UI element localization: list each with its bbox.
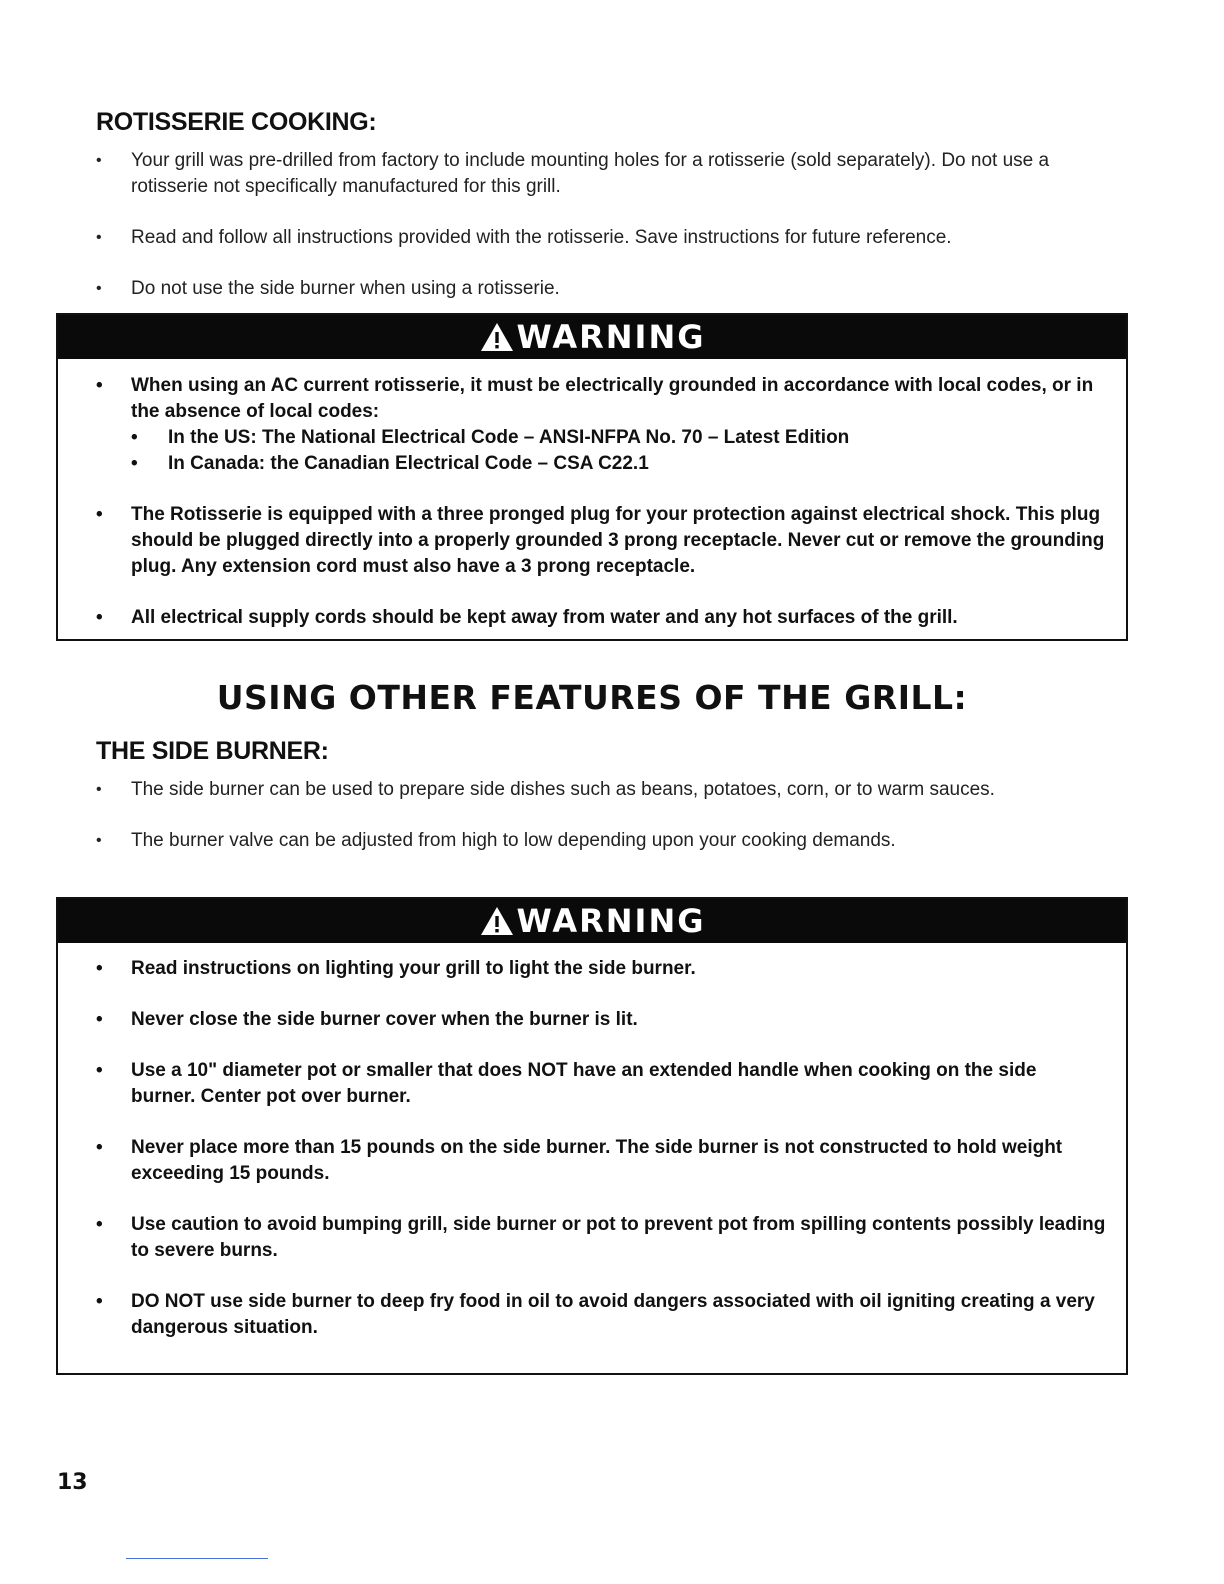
warning-banner bbox=[58, 899, 1126, 943]
bullet-dot: • bbox=[96, 229, 102, 246]
bullet-dot: • bbox=[96, 1137, 103, 1158]
bullet-dot: • bbox=[131, 427, 138, 448]
sub-list-item: • In the US: The National Electrical Code – ANSI-NFPA No. 70 – Latest Edition bbox=[131, 425, 1106, 451]
list-item: • Never place more than 15 pounds on the side burner. The side burner is not constructed to hold weight exceeding 15 pounds. bbox=[96, 1137, 1063, 1184]
bullet-dot: • bbox=[131, 453, 138, 474]
side-burner-bullets bbox=[96, 777, 1086, 854]
warning-title: WARNING bbox=[516, 318, 706, 356]
list-item: • The burner valve can be adjusted from high to low depending upon your cooking demands. bbox=[96, 828, 1086, 854]
list-item: • Read instructions on lighting your grill to light the side burner. bbox=[96, 956, 1106, 982]
bullet-dot: • bbox=[96, 280, 102, 297]
list-item: • All electrical supply cords should be kept away from water and any hot surfaces of the grill. bbox=[96, 605, 1106, 631]
list-item: • DO NOT use side burner to deep fry food in oil to avoid dangers associated with oil igniting creating a very dangerous situation. bbox=[96, 1291, 1095, 1338]
list-item: • Never close the side burner cover when the burner is lit. bbox=[96, 1007, 1106, 1033]
warning-title: WARNING bbox=[516, 902, 706, 940]
bullet-dot: • bbox=[96, 781, 102, 798]
list-item: • Use a 10" diameter pot or smaller that does NOT have an extended handle when cooking on the side burner. Center pot over burner. bbox=[96, 1060, 1037, 1107]
bullet-dot: • bbox=[96, 958, 103, 979]
bullet-dot: • bbox=[96, 1291, 103, 1312]
side-burner-heading: THE SIDE BURNER: bbox=[96, 737, 329, 765]
sub-list bbox=[131, 425, 1106, 477]
page-number: 13 bbox=[57, 1470, 88, 1495]
list-item: • Your grill was pre-drilled from factory to include mounting holes for a rotisserie (sold separately). Do not use a rotisserie not specifically manufactured for this grill. bbox=[96, 150, 1050, 197]
list-item: • When using an AC current rotisserie, it must be electrically grounded in accordance with local codes, or in the absence of local codes: • In the US: The National Electrical Code – ANSI-NFPA No. 70 – Latest Edition • In Canada: the Canadian Electrical Code – CSA C22.1 bbox=[96, 373, 1106, 477]
bullet-dot: • bbox=[96, 607, 103, 628]
warning-box-rotisserie bbox=[56, 313, 1128, 641]
warning-list bbox=[58, 359, 1126, 631]
bullet-dot: • bbox=[96, 1214, 103, 1235]
warning-list bbox=[58, 943, 1126, 1341]
bullet-dot: • bbox=[96, 375, 103, 396]
list-item: • Read and follow all instructions provided with the rotisserie. Save instructions for future reference. bbox=[96, 225, 1086, 251]
warning-box-side-burner bbox=[56, 897, 1128, 1375]
list-item: • Use caution to avoid bumping grill, side burner or pot to prevent pot from spilling contents possibly leading to severe burns. bbox=[96, 1214, 1106, 1261]
bullet-dot: • bbox=[96, 1060, 103, 1081]
footer-rule bbox=[126, 1558, 268, 1559]
warning-triangle-icon bbox=[479, 905, 515, 937]
warning-banner bbox=[58, 315, 1126, 359]
bullet-dot: • bbox=[96, 832, 102, 849]
features-heading: USING OTHER FEATURES OF THE GRILL: bbox=[216, 678, 968, 717]
bullet-dot: • bbox=[96, 1009, 103, 1030]
rotisserie-bullets bbox=[96, 148, 1086, 302]
sub-list-item: • In Canada: the Canadian Electrical Code – CSA C22.1 bbox=[131, 451, 1106, 477]
rotisserie-heading: ROTISSERIE COOKING: bbox=[96, 108, 377, 136]
warning-triangle-icon bbox=[479, 321, 515, 353]
list-item: • The side burner can be used to prepare side dishes such as beans, potatoes, corn, or to warm sauces. bbox=[96, 777, 1086, 803]
bullet-dot: • bbox=[96, 152, 102, 169]
bullet-dot: • bbox=[96, 504, 103, 525]
list-item: • The Rotisserie is equipped with a three pronged plug for your protection against electrical shock. This plug should be plugged directly into a properly grounded 3 prong receptacle. Never cut or remove the grounding plug. Any extension cord must also have a 3 prong receptacle. bbox=[96, 504, 1105, 577]
list-item: • Do not use the side burner when using a rotisserie. bbox=[96, 276, 1086, 302]
